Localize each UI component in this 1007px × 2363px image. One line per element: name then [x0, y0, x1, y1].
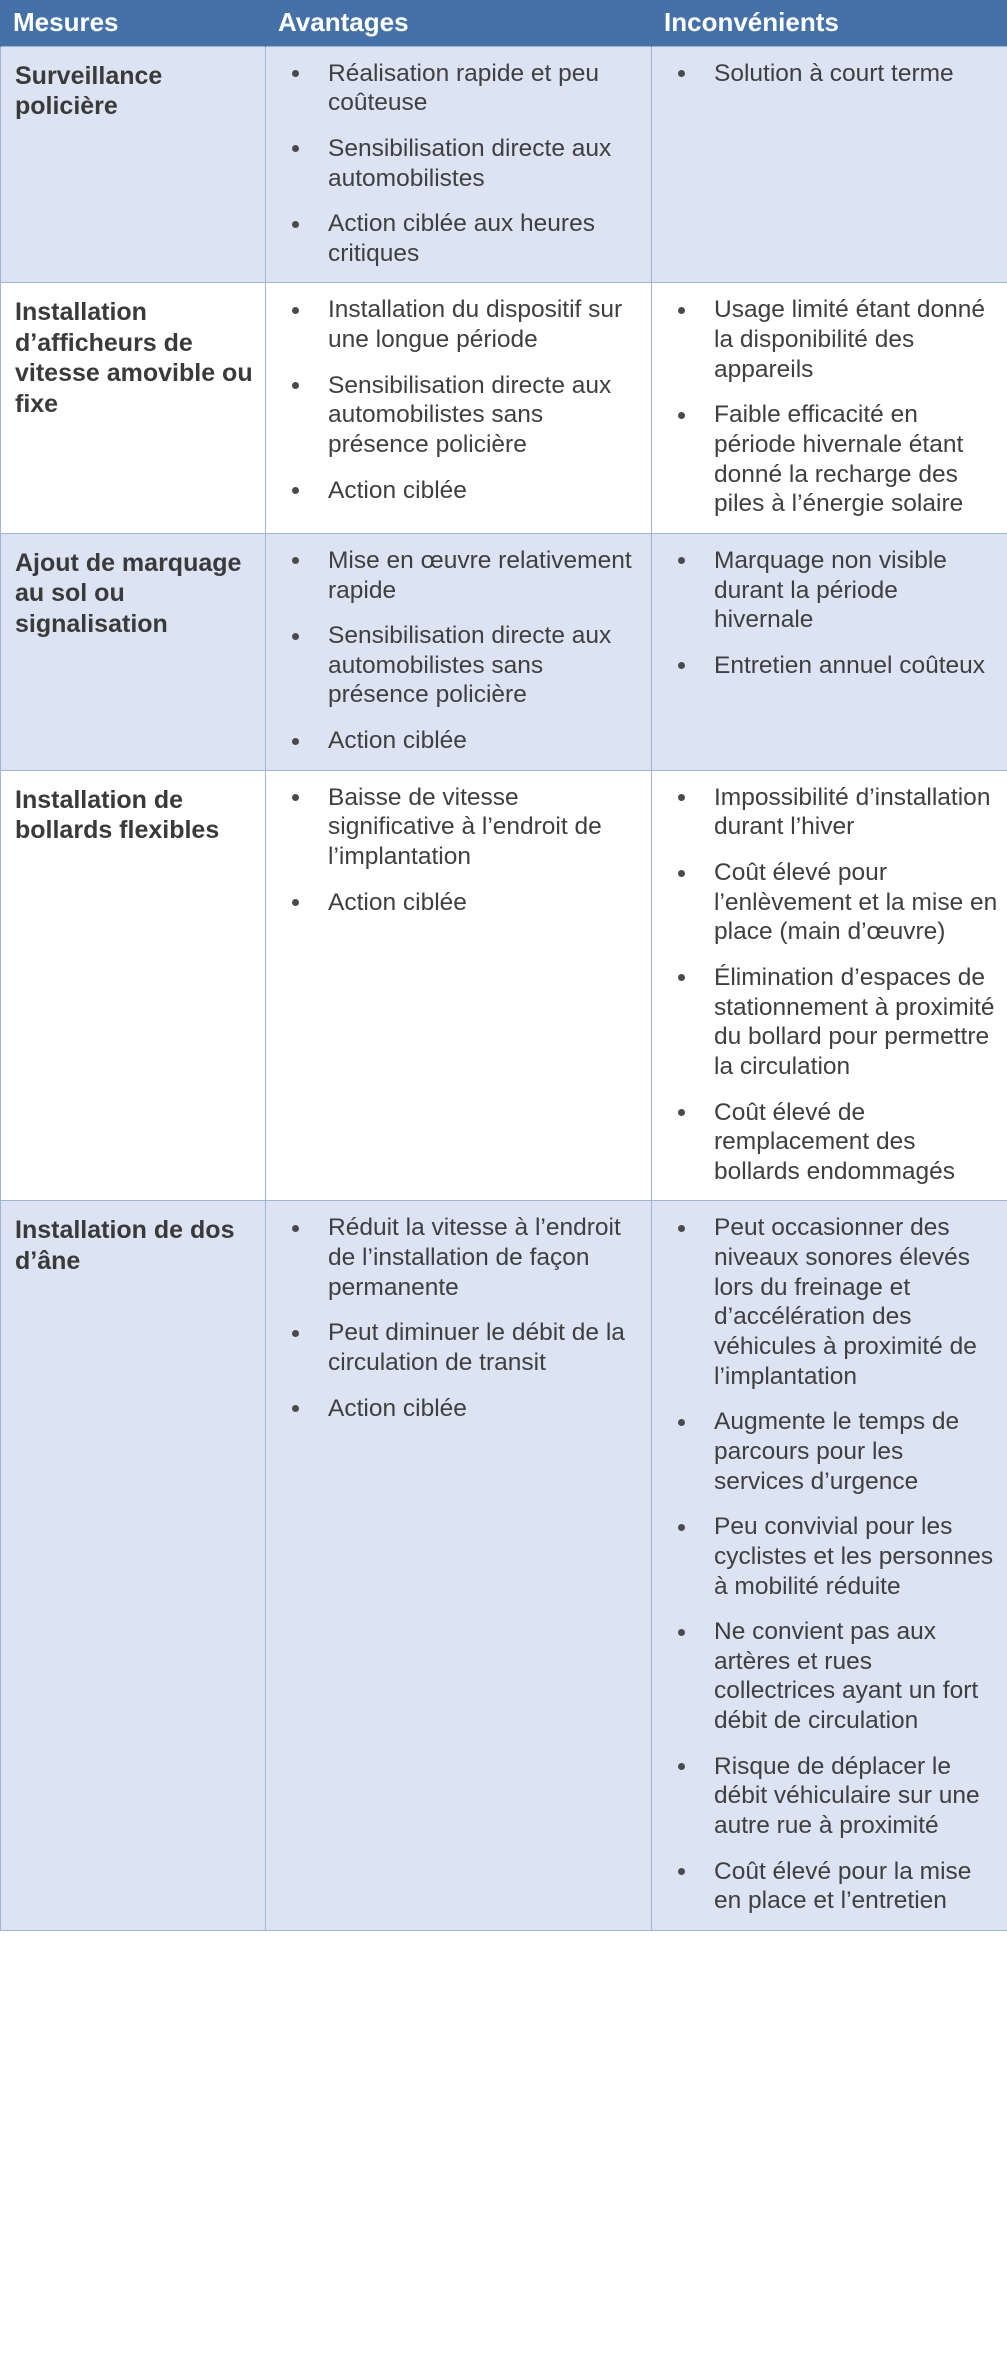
disadvantage-item — [652, 963, 999, 1082]
cell-avantages-list — [266, 546, 643, 756]
advantage-item-text: Réalisation rapide et peu coûteuse — [328, 59, 600, 117]
cell-avantages — [266, 1201, 652, 1930]
table-body — [1, 46, 1007, 1930]
bullet-point-icon — [678, 974, 685, 981]
disadvantage-item-text: Usage limité étant donné la disponibilité des appareils — [714, 296, 986, 383]
advantage-item — [266, 134, 643, 193]
advantage-item — [266, 371, 643, 460]
bullet-point-icon — [678, 1419, 685, 1426]
cell-inconvenients-list — [652, 1213, 999, 1915]
disadvantage-item — [652, 1407, 999, 1496]
bullet-point-icon — [678, 70, 685, 77]
bullet-point-icon — [678, 1225, 685, 1232]
advantage-item — [266, 783, 643, 872]
advantage-item — [266, 888, 643, 918]
disadvantage-item — [652, 651, 999, 681]
advantage-item — [266, 1318, 643, 1377]
column-header-avantages: Avantages — [266, 1, 652, 47]
bullet-point-icon — [678, 1629, 685, 1636]
advantage-item-text: Action ciblée — [328, 888, 467, 916]
cell-inconvenients — [652, 283, 1007, 533]
advantage-item-text: Action ciblée — [328, 727, 467, 755]
advantage-item-text: Mise en œuvre relativement rapide — [328, 546, 632, 604]
bullet-point-icon — [678, 870, 685, 877]
disadvantage-item-text: Solution à court terme — [714, 59, 954, 87]
cell-avantages-list — [266, 59, 643, 269]
advantage-item — [266, 295, 643, 354]
bullet-point-icon — [292, 633, 299, 640]
cell-mesure — [1, 533, 266, 770]
bullet-point-icon — [292, 794, 299, 801]
disadvantage-item — [652, 546, 999, 635]
table-row — [1, 533, 1007, 770]
advantage-item — [266, 1394, 643, 1424]
disadvantage-item-text: Peu convivial pour les cyclistes et les personnes à mobilité réduite — [714, 1513, 994, 1600]
cell-avantages-list — [266, 783, 643, 918]
cell-avantages-list — [266, 295, 643, 505]
advantage-item-text: Sensibilisation directe aux automobilistes sans présence policière — [328, 622, 612, 709]
table-header-row — [1, 1, 1007, 47]
bullet-point-icon — [292, 738, 299, 745]
bullet-point-icon — [678, 307, 685, 314]
bullet-point-icon — [678, 1109, 685, 1116]
cell-inconvenients — [652, 1201, 1007, 1930]
column-header-inconvenients: Inconvénients — [652, 1, 1007, 47]
mesure-label: Installation d’afficheurs de vitesse amovible ou fixe — [15, 298, 253, 418]
disadvantage-item — [652, 783, 999, 842]
bullet-point-icon — [292, 145, 299, 152]
column-header-mesures: Mesures — [1, 1, 266, 47]
advantage-item-text: Sensibilisation directe aux automobilistes sans présence policière — [328, 371, 612, 458]
disadvantage-item — [652, 1752, 999, 1841]
bullet-point-icon — [678, 1868, 685, 1875]
disadvantage-item-text: Ne convient pas aux artères et rues collectrices ayant un fort débit de circulation — [714, 1618, 979, 1735]
advantage-item-text: Action ciblée — [328, 1394, 467, 1422]
advantage-item-text: Peut diminuer le débit de la circulation de transit — [328, 1319, 625, 1377]
mesure-label: Ajout de marquage au sol ou signalisation — [15, 548, 242, 638]
mesure-label: Surveillance policière — [15, 61, 163, 121]
advantage-item-text: Baisse de vitesse significative à l’endroit de l’implantation — [328, 783, 602, 871]
cell-avantages — [266, 533, 652, 770]
cell-inconvenients-list — [652, 59, 999, 89]
cell-mesure — [1, 1201, 266, 1930]
advantage-item-text: Réduit la vitesse à l’endroit de l’installation de façon permanente — [328, 1214, 621, 1301]
table-row — [1, 46, 1007, 283]
cell-inconvenients — [652, 46, 1007, 283]
bullet-point-icon — [292, 382, 299, 389]
disadvantage-item-text: Élimination d’espaces de stationnement à proximité du bollard pour permettre la circulation — [714, 963, 995, 1080]
advantage-item — [266, 209, 643, 268]
disadvantage-item-text: Faible efficacité en période hivernale étant donné la recharge des piles à l’énergie solaire — [714, 401, 964, 518]
disadvantage-item — [652, 1213, 999, 1391]
bullet-point-icon — [678, 794, 685, 801]
mesure-label: Installation de bollards flexibles — [15, 785, 220, 845]
advantage-item — [266, 476, 643, 506]
disadvantage-item — [652, 1098, 999, 1187]
table-header — [1, 1, 1007, 47]
cell-mesure — [1, 283, 266, 533]
disadvantage-item-text: Peut occasionner des niveaux sonores élevés lors du freinage et d’accélération des véhicules à proximité de l’implantation — [714, 1214, 977, 1390]
bullet-point-icon — [678, 1763, 685, 1770]
table-row — [1, 770, 1007, 1201]
disadvantage-item — [652, 400, 999, 519]
disadvantage-item — [652, 59, 999, 89]
bullet-point-icon — [292, 307, 299, 314]
cell-avantages — [266, 46, 652, 283]
bullet-point-icon — [678, 1524, 685, 1531]
cell-avantages — [266, 283, 652, 533]
bullet-point-icon — [292, 557, 299, 564]
advantage-item — [266, 621, 643, 710]
advantage-item — [266, 59, 643, 118]
bullet-point-icon — [292, 1330, 299, 1337]
bullet-point-icon — [292, 487, 299, 494]
disadvantage-item — [652, 1617, 999, 1736]
advantage-item-text: Action ciblée aux heures critiques — [328, 210, 595, 267]
advantage-item — [266, 546, 643, 605]
disadvantage-item-text: Marquage non visible durant la période hivernale — [714, 546, 947, 634]
cell-avantages — [266, 770, 652, 1201]
bullet-point-icon — [678, 412, 685, 419]
bullet-point-icon — [292, 899, 299, 906]
cell-inconvenients-list — [652, 546, 999, 681]
bullet-point-icon — [678, 557, 685, 564]
disadvantage-item-text: Entretien annuel coûteux — [714, 651, 986, 679]
bullet-point-icon — [292, 1225, 299, 1232]
cell-avantages-list — [266, 1213, 643, 1423]
disadvantage-item-text: Augmente le temps de parcours pour les services d’urgence — [714, 1408, 960, 1495]
mesure-label: Installation de dos d’âne — [15, 1216, 235, 1275]
disadvantage-item — [652, 295, 999, 384]
advantage-item — [266, 1213, 643, 1302]
disadvantage-item — [652, 1512, 999, 1601]
table-row — [1, 1201, 1007, 1930]
cell-mesure — [1, 46, 266, 283]
disadvantage-item-text: Coût élevé pour la mise en place et l’entretien — [714, 1857, 972, 1915]
bullet-point-icon — [678, 662, 685, 669]
disadvantage-item-text: Coût élevé pour l’enlèvement et la mise en place (main d’œuvre) — [714, 859, 998, 946]
advantage-item-text: Installation du dispositif sur une longue période — [328, 296, 623, 354]
disadvantage-item-text: Risque de déplacer le débit véhiculaire sur une autre rue à proximité — [714, 1752, 980, 1839]
disadvantage-item-text: Coût élevé de remplacement des bollards endommagés — [714, 1098, 956, 1185]
bullet-point-icon — [292, 70, 299, 77]
table-row — [1, 283, 1007, 533]
disadvantage-item — [652, 1857, 999, 1916]
disadvantage-item-text: Impossibilité d’installation durant l’hiver — [714, 783, 991, 841]
cell-inconvenients-list — [652, 295, 999, 518]
disadvantage-item — [652, 858, 999, 947]
cell-inconvenients — [652, 770, 1007, 1201]
advantage-item-text: Action ciblée — [328, 476, 467, 504]
cell-mesure — [1, 770, 266, 1201]
advantage-item — [266, 726, 643, 756]
cell-inconvenients-list — [652, 783, 999, 1187]
bullet-point-icon — [292, 221, 299, 228]
advantage-item-text: Sensibilisation directe aux automobilistes — [328, 134, 612, 192]
cell-inconvenients — [652, 533, 1007, 770]
bullet-point-icon — [292, 1405, 299, 1412]
